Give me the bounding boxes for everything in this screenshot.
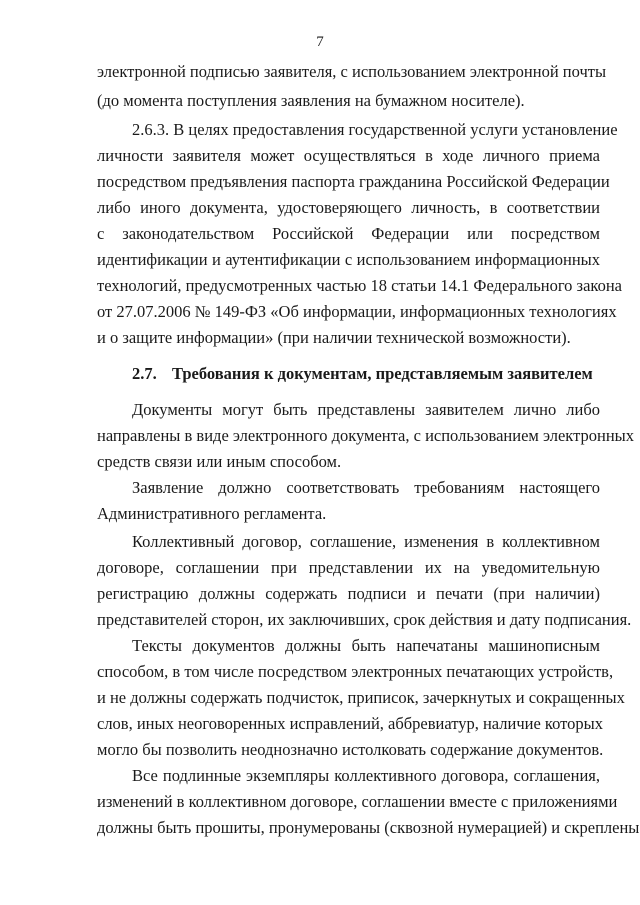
text-line: способом, в том числе посредством электронных печатающих устройств, — [97, 662, 614, 681]
text-line: (до момента поступления заявления на бумажном носителе). — [97, 91, 525, 110]
text-line: направлены в виде электронного документа, с использованием электронных — [97, 426, 635, 445]
text-line: Все подлинные экземпляры коллективного договора, соглашения, — [132, 766, 600, 785]
text-line: и не должны содержать подчисток, приписок, зачеркнутых и сокращенных — [97, 688, 625, 707]
text-line: личности заявителя может осуществляться в ходе личного приема — [97, 146, 600, 165]
text-line: 2.6.3. В целях предоставления государственной услуги установление — [132, 120, 618, 139]
section-title: Требования к документам, представляемым заявителем — [172, 364, 593, 383]
text-line: от 27.07.2006 № 149-ФЗ «Об информации, информационных технологиях — [97, 302, 617, 321]
text-line: должны быть прошиты, пронумерованы (сквозной нумерацией) и скреплены — [97, 818, 640, 837]
text-line: электронной подписью заявителя, с использованием электронной почты — [97, 62, 607, 81]
text-line: слов, иных неоговоренных исправлений, аббревиатур, наличие которых — [97, 714, 603, 733]
text-line: Коллективный договор, соглашение, изменения в коллективном — [132, 532, 600, 551]
section-number: 2.7. — [132, 364, 157, 383]
text-line: договоре, соглашении при представлении их на уведомительную — [97, 558, 600, 577]
text-line: и о защите информации» (при наличии технической возможности). — [97, 328, 571, 347]
text-line: Административного регламента. — [97, 504, 327, 523]
text-line: могло бы позволить неоднозначно истолковать содержание документов. — [97, 740, 604, 759]
text-line: Заявление должно соответствовать требованиям настоящего — [132, 478, 600, 497]
text-line: Документы могут быть представлены заявителем лично либо — [132, 400, 600, 419]
text-line: либо иного документа, удостоверяющего личность, в соответствии — [97, 198, 600, 217]
text-line: средств связи или иным способом. — [97, 452, 342, 471]
text-line: регистрацию должны содержать подписи и печати (при наличии) — [97, 584, 600, 603]
text-line: идентификации и аутентификации с использованием информационных — [97, 250, 600, 269]
text-line: технологий, предусмотренных частью 18 статьи 14.1 Федерального закона — [97, 276, 622, 295]
section-heading — [132, 364, 593, 384]
text-line: представителей сторон, их заключивших, срок действия и дату подписания. — [97, 610, 632, 629]
text-line: с законодательством Российской Федерации или посредством — [97, 224, 600, 243]
page-number: 7 — [316, 34, 324, 50]
text-line: Тексты документов должны быть напечатаны машинописным — [132, 636, 600, 655]
text-line: изменений в коллективном договоре, соглашении вместе с приложениями — [97, 792, 618, 811]
text-line: посредством предъявления паспорта гражданина Российской Федерации — [97, 172, 610, 191]
